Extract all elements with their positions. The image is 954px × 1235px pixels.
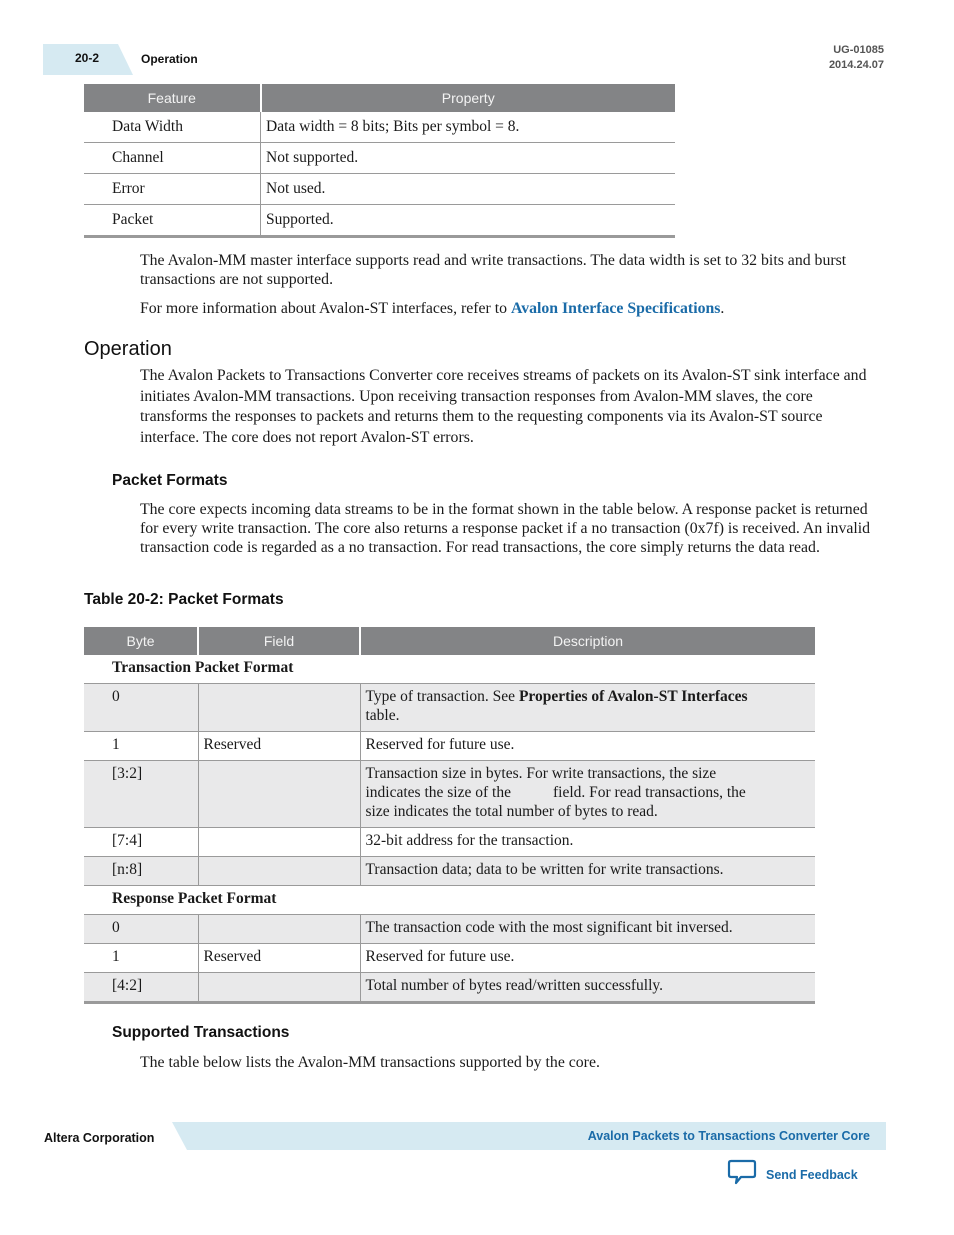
column-header: Byte xyxy=(84,627,198,655)
more-info-paragraph xyxy=(140,299,875,318)
property-cell: Data width = 8 bits; Bits per symbol = 8. xyxy=(261,112,676,143)
description-text: field. For read transactions, the xyxy=(552,784,746,801)
table-row xyxy=(84,828,815,857)
property-cell: Supported. xyxy=(261,205,676,237)
table-row xyxy=(84,857,815,886)
table-row xyxy=(84,205,675,237)
property-cell: Not supported. xyxy=(261,143,676,174)
description-cell xyxy=(360,684,815,732)
footer-document-title: Avalon Packets to Transactions Converter Core xyxy=(587,1129,870,1143)
send-feedback-link[interactable] xyxy=(727,1158,858,1191)
description-cell: Reserved for future use. xyxy=(360,732,815,761)
packet-formats-heading: Packet Formats xyxy=(112,472,228,489)
field-cell xyxy=(198,915,360,944)
feature-cell: Data Width xyxy=(84,112,261,143)
description-text: Transaction size in bytes. For write transactions, the size xyxy=(365,765,717,782)
byte-cell: 0 xyxy=(84,684,198,732)
field-cell xyxy=(198,973,360,1003)
section-row xyxy=(84,886,815,915)
more-info-text: For more information about Avalon-ST interfaces, refer to xyxy=(140,300,511,317)
table-row xyxy=(84,732,815,761)
feature-cell: Error xyxy=(84,174,261,205)
property-cell: Not used. xyxy=(261,174,676,205)
description-cell: The transaction code with the most significant bit inversed. xyxy=(360,915,815,944)
doc-date: 2014.24.07 xyxy=(828,59,884,71)
column-header: Description xyxy=(360,627,815,655)
supported-transactions-heading: Supported Transactions xyxy=(112,1024,290,1041)
packet-formats-table xyxy=(84,627,815,1004)
send-feedback-label: Send Feedback xyxy=(766,1167,858,1182)
description-text: size indicates the total number of bytes to read. xyxy=(365,803,658,820)
table-header-row xyxy=(84,84,675,112)
field-cell xyxy=(198,857,360,886)
more-info-suffix: . xyxy=(720,300,725,317)
avalon-st-properties-table xyxy=(84,84,675,238)
field-cell xyxy=(198,684,360,732)
field-cell: Reserved xyxy=(198,732,360,761)
description-text: table. xyxy=(365,707,400,724)
section-title: Response Packet Format xyxy=(84,886,815,915)
description-cell: Transaction data; data to be written for write transactions. xyxy=(360,857,815,886)
section-row xyxy=(84,655,815,684)
supported-transactions-paragraph: The table below lists the Avalon-MM transactions supported by the core. xyxy=(140,1054,600,1071)
byte-cell: [4:2] xyxy=(84,973,198,1003)
section-title: Transaction Packet Format xyxy=(84,655,815,684)
feature-cell: Packet xyxy=(84,205,261,237)
description-cell: Total number of bytes read/written successfully. xyxy=(360,973,815,1003)
doc-identifier xyxy=(829,43,884,73)
table-row xyxy=(84,112,675,143)
byte-cell: [n:8] xyxy=(84,857,198,886)
column-header: Feature xyxy=(84,84,261,112)
field-cell xyxy=(198,828,360,857)
speech-bubble-icon xyxy=(727,1158,757,1191)
properties-reference: Properties of Avalon-ST Interfaces xyxy=(518,688,748,705)
field-cell: Reserved xyxy=(198,944,360,973)
operation-heading: Operation xyxy=(84,338,172,360)
table-header-row xyxy=(84,627,815,655)
byte-cell: [3:2] xyxy=(84,761,198,828)
description-text: Type of transaction. See xyxy=(365,688,519,705)
description-cell: 32-bit address for the transaction. xyxy=(360,828,815,857)
table-row xyxy=(84,915,815,944)
table-caption: Table 20-2: Packet Formats xyxy=(84,591,284,608)
mm-interface-paragraph: The Avalon-MM master interface supports read and write transactions. The data width is set to 32 bits and burst transactions are not supported. xyxy=(140,252,847,288)
feature-cell: Channel xyxy=(84,143,261,174)
operation-paragraph: The Avalon Packets to Transactions Converter core receives streams of packets on its Avalon-ST sink interface and initiates Avalon-MM transactions. Upon receiving transaction responses from Avalon-MM slaves, the core transforms the responses to packets and returns them to the requesting components via its Avalon-ST source interface. The core does not report Avalon-ST errors. xyxy=(140,367,867,447)
table-row xyxy=(84,761,815,828)
field-cell xyxy=(198,761,360,828)
footer-company: Altera Corporation xyxy=(44,1131,155,1145)
avalon-spec-link[interactable]: Avalon Interface Specifications xyxy=(510,300,721,317)
header-section-title: Operation xyxy=(141,52,198,66)
byte-cell: 1 xyxy=(84,944,198,973)
byte-cell: 0 xyxy=(84,915,198,944)
doc-id: UG-01085 xyxy=(833,44,884,56)
table-row xyxy=(84,944,815,973)
description-cell xyxy=(360,761,815,828)
description-cell: Reserved for future use. xyxy=(360,944,815,973)
table-row xyxy=(84,973,815,1003)
table-row xyxy=(84,143,675,174)
packet-formats-paragraph: The core expects incoming data streams to be in the format shown in the table below. A response packet is returned for every write transaction. The core also returns a response packet if a no transaction (0x7f) is received. An invalid transaction code is regarded as a no transaction. For read transactions, the core simply returns the data read. xyxy=(140,501,871,556)
byte-cell: 1 xyxy=(84,732,198,761)
page-number: 20-2 xyxy=(75,51,100,65)
description-text: indicates the size of the xyxy=(365,784,511,801)
table-row xyxy=(84,684,815,732)
table-row xyxy=(84,174,675,205)
column-header: Field xyxy=(198,627,360,655)
byte-cell: [7:4] xyxy=(84,828,198,857)
column-header: Property xyxy=(261,84,676,112)
